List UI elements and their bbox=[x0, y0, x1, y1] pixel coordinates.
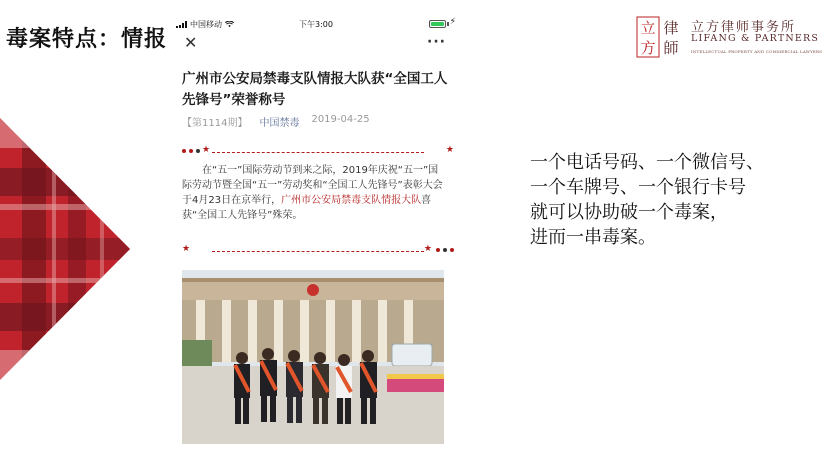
logo-mark bbox=[636, 16, 684, 58]
article-highlight-text: 广州市公安局禁毒支队情报大队 bbox=[281, 195, 422, 206]
status-bar bbox=[172, 14, 460, 34]
svg-text:方: 方 bbox=[640, 39, 656, 57]
svg-text:師: 師 bbox=[663, 39, 679, 57]
svg-text:立: 立 bbox=[640, 19, 656, 37]
article-photo bbox=[182, 270, 444, 444]
dashed-line bbox=[212, 251, 424, 252]
caption-line: 一个电话号码、一个微信号、 bbox=[530, 152, 764, 173]
star-icon: ★ bbox=[423, 244, 432, 254]
caption-line: 一个车牌号、一个银行卡号 bbox=[530, 177, 746, 198]
caption-line: 就可以协助破一个毒案， bbox=[530, 202, 728, 223]
company-logo bbox=[636, 16, 822, 60]
article-issue: 【第1114期】 bbox=[182, 118, 248, 129]
logo-tagline: INTELLECTUAL PROPERTY AND COMMERCIAL LAWYERS bbox=[691, 49, 823, 54]
close-icon[interactable]: ✕ bbox=[184, 33, 198, 52]
decorative-divider-top bbox=[182, 145, 454, 156]
article-title: 广州市公安局禁毒支队情报大队获“全国工人先锋号”荣誉称号 bbox=[182, 71, 448, 108]
slide-title: 毒案特点：情报 bbox=[6, 27, 168, 52]
article-meta bbox=[182, 114, 370, 129]
logo-english-name: LIFANG & PARTNERS bbox=[691, 33, 820, 44]
slide-caption bbox=[530, 150, 764, 250]
logo-chinese-name: 立方律师事务所 bbox=[691, 20, 797, 35]
article-body-suffix: 喜获“全国工人先锋号”殊荣。 bbox=[182, 195, 432, 221]
article-source-link[interactable]: 中国禁毒 bbox=[259, 118, 300, 129]
article-body bbox=[182, 163, 448, 223]
svg-text:律: 律 bbox=[663, 19, 679, 37]
dots-icon bbox=[182, 149, 200, 153]
carrier-name: 中国移动 bbox=[190, 20, 222, 29]
caption-line: 进而一串毒案。 bbox=[530, 227, 656, 248]
phone-screenshot bbox=[172, 14, 460, 454]
article-body-text: 在“五一”国际劳动节到来之际，2019年庆祝“五一”国际劳动节暨全国“五一”劳动奖和“全国工人先锋号”表彰大会于4月23日在京举行， bbox=[182, 165, 443, 206]
battery-icon bbox=[429, 20, 446, 28]
dashed-line bbox=[212, 152, 424, 153]
plaid-chevron-graphic bbox=[0, 118, 130, 380]
status-time: 下午3:00 bbox=[299, 20, 333, 29]
star-icon: ★ bbox=[202, 145, 211, 155]
star-icon: ★ bbox=[182, 244, 191, 254]
more-icon[interactable]: ··· bbox=[427, 34, 446, 50]
charging-icon: ⚡ bbox=[449, 17, 456, 27]
star-icon: ★ bbox=[445, 145, 454, 155]
dots-icon bbox=[436, 248, 454, 252]
decorative-divider-bottom bbox=[182, 244, 454, 255]
article-date: 2019-04-25 bbox=[311, 114, 370, 125]
